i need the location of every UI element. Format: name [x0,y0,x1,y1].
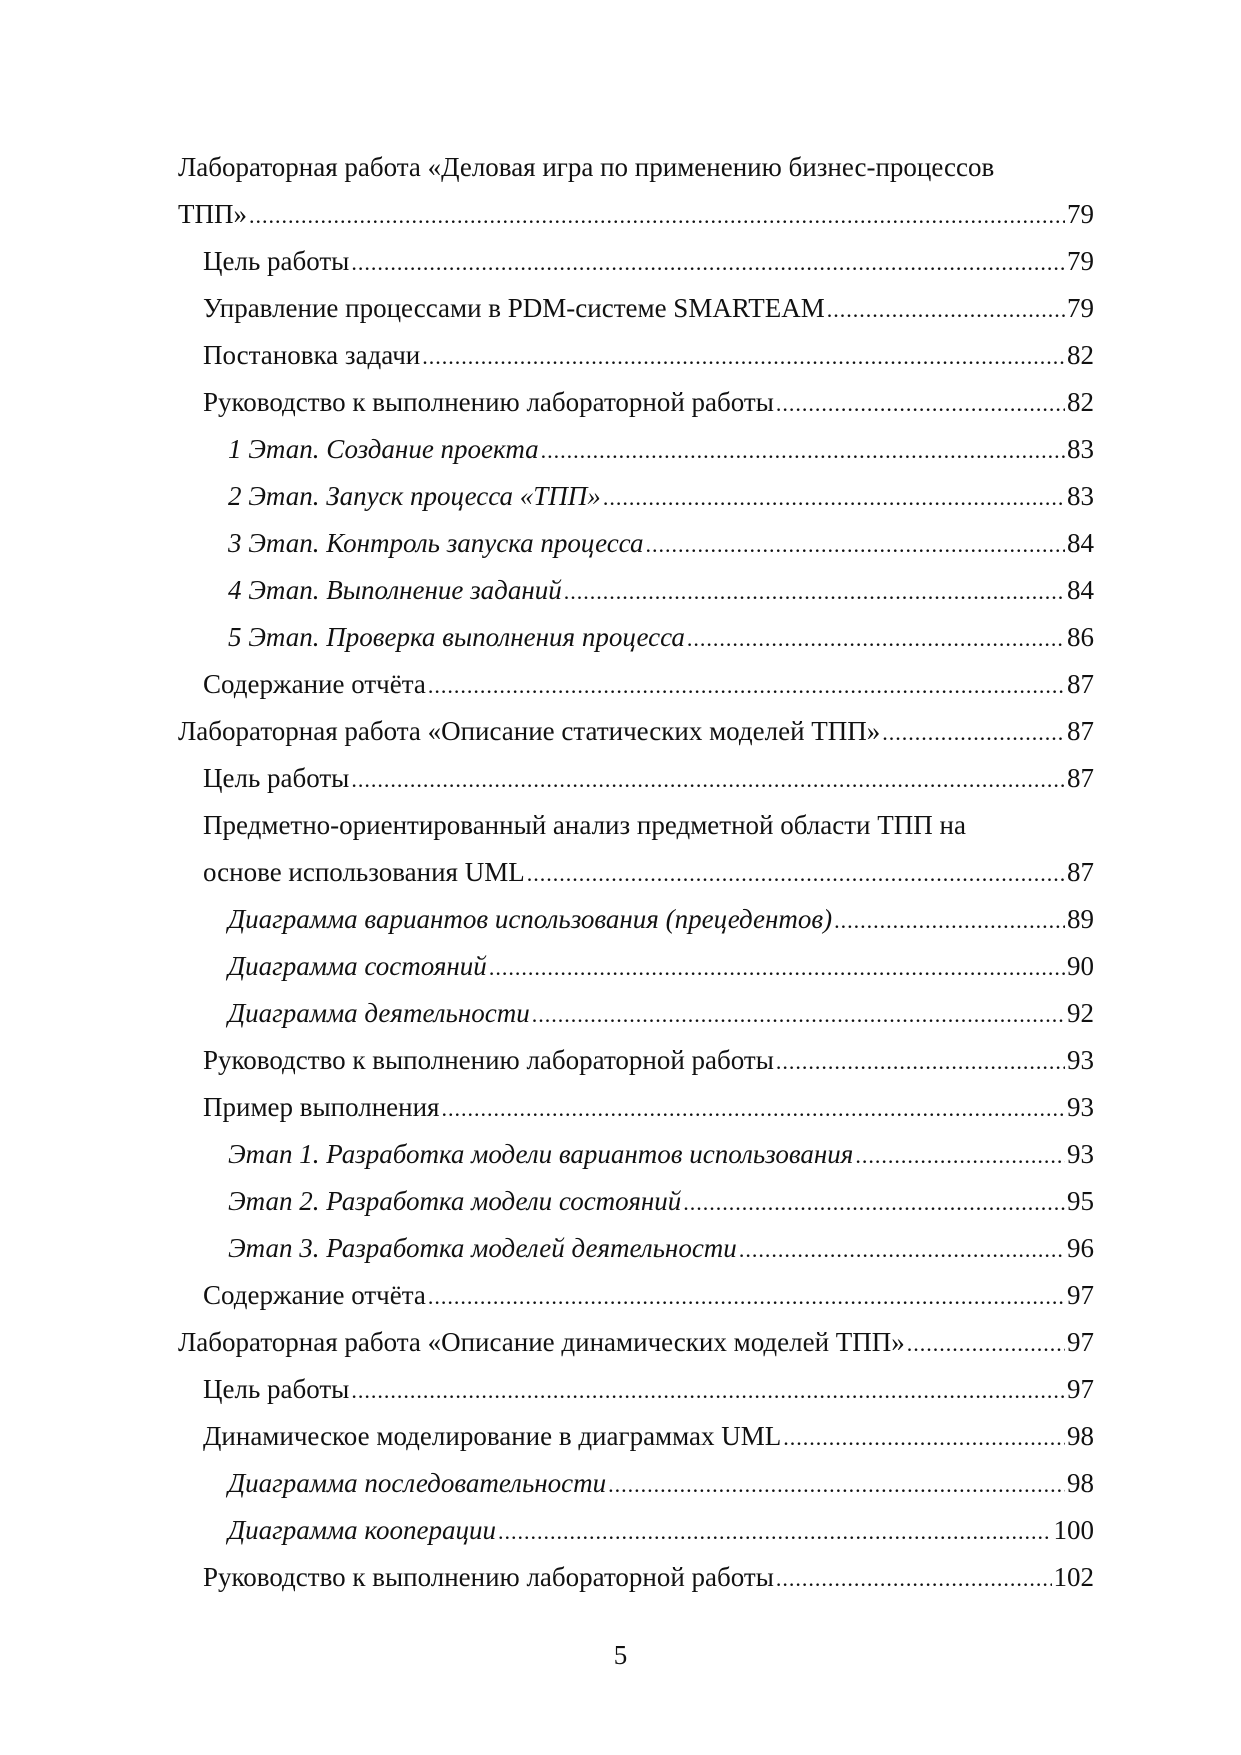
table-of-contents [178,144,1094,1601]
toc-entry-page: 96 [1067,1233,1094,1263]
toc-entry-title: Содержание отчёта [203,1280,426,1310]
toc-entry-page: 98 [1067,1421,1094,1451]
toc-entry[interactable] [178,1272,1094,1319]
toc-entry-page: 87 [1067,669,1094,699]
toc-entry[interactable] [178,1460,1094,1507]
toc-entry-title: 2 Этап. Запуск процесса «ТПП» [228,481,601,511]
toc-entry-page: 87 [1067,857,1094,887]
toc-entry-page: 95 [1067,1186,1094,1216]
toc-entry-page: 87 [1067,716,1094,746]
toc-leader-dots [855,1132,1065,1179]
toc-entry[interactable] [178,567,1094,614]
toc-leader-dots [907,1320,1065,1367]
toc-entry-title: Лабораторная работа «Описание статических моделей ТПП» [178,716,881,746]
toc-entry[interactable] [178,708,1094,755]
toc-entry-title: Цель работы [203,246,350,276]
toc-entry[interactable] [178,1131,1094,1178]
toc-entry-page: 93 [1067,1045,1094,1075]
toc-leader-dots [827,286,1065,333]
toc-leader-dots [428,662,1065,709]
toc-entry[interactable] [178,661,1094,708]
toc-entry[interactable] [178,144,1094,191]
toc-entry-title: Цель работы [203,1374,350,1404]
toc-entry-page: 92 [1067,998,1094,1028]
toc-entry[interactable] [178,1507,1094,1554]
toc-entry[interactable] [178,896,1094,943]
toc-leader-dots [776,1038,1065,1085]
toc-leader-dots [783,1414,1065,1461]
toc-entry[interactable] [178,332,1094,379]
toc-entry-title: Диаграмма кооперации [228,1515,497,1545]
toc-entry-title: Диаграмма состояний [228,951,487,981]
toc-entry-title: ТПП» [178,199,247,229]
toc-entry-page: 82 [1067,387,1094,417]
toc-entry-title: Динамическое моделирование в диаграммах UML [203,1421,782,1451]
toc-entry[interactable] [178,614,1094,661]
toc-entry[interactable] [178,285,1094,332]
toc-leader-dots [351,1367,1065,1414]
toc-leader-dots [776,380,1065,427]
toc-entry[interactable] [178,426,1094,473]
toc-entry-title: основе использования UML [203,857,525,887]
toc-entry-page: 83 [1067,434,1094,464]
toc-entry[interactable] [178,802,1094,849]
toc-entry-title: 1 Этап. Создание проекта [228,434,539,464]
toc-entry-title: Диаграмма деятельности [228,998,530,1028]
toc-leader-dots [498,1508,1051,1555]
toc-entry[interactable] [178,1037,1094,1084]
toc-entry-page: 93 [1067,1139,1094,1169]
toc-leader-dots [489,944,1065,991]
toc-leader-dots [249,192,1065,239]
toc-entry-page: 89 [1067,904,1094,934]
toc-leader-dots [739,1226,1065,1273]
toc-entry-page: 83 [1067,481,1094,511]
toc-leader-dots [603,474,1065,521]
toc-leader-dots [834,897,1065,944]
toc-entry[interactable] [178,520,1094,567]
toc-entry-page: 79 [1067,293,1094,323]
toc-leader-dots [422,333,1065,380]
toc-entry-title: Руководство к выполнению лабораторной работы [203,1562,774,1592]
toc-entry-title: Лабораторная работа «Описание динамических моделей ТПП» [178,1327,905,1357]
toc-leader-dots [776,1555,1052,1602]
toc-entry-title: Предметно-ориентированный анализ предметной области ТПП на [203,810,966,840]
page-number: 5 [613,1640,628,1670]
toc-entry-title: Руководство к выполнению лабораторной работы [203,1045,774,1075]
toc-leader-dots [527,850,1065,897]
toc-entry[interactable] [178,1413,1094,1460]
toc-entry-title: 4 Этап. Выполнение заданий [228,575,562,605]
toc-entry-title: Управление процессами в PDM-системе SMARTEAM [203,293,825,323]
toc-entry[interactable] [178,238,1094,285]
toc-entry[interactable] [178,191,1094,238]
toc-entry-title: Диаграмма вариантов использования (прецедентов) [228,904,833,934]
toc-entry-page: 79 [1067,199,1094,229]
toc-entry-title: 5 Этап. Проверка выполнения процесса [228,622,685,652]
toc-entry-page: 84 [1067,528,1094,558]
toc-entry-page: 102 [1053,1562,1094,1592]
toc-leader-dots [683,1179,1065,1226]
toc-entry-title: Пример выполнения [203,1092,440,1122]
toc-entry-page: 86 [1067,622,1094,652]
toc-entry[interactable] [178,1178,1094,1225]
toc-leader-dots [645,521,1065,568]
toc-entry-page: 87 [1067,763,1094,793]
toc-entry-title: Этап 3. Разработка моделей деятельности [228,1233,737,1263]
toc-entry[interactable] [178,1084,1094,1131]
toc-leader-dots [882,709,1065,756]
toc-entry[interactable] [178,849,1094,896]
toc-entry[interactable] [178,1554,1094,1601]
toc-entry[interactable] [178,990,1094,1037]
toc-entry[interactable] [178,1319,1094,1366]
toc-entry-title: Этап 1. Разработка модели вариантов использования [228,1139,854,1169]
toc-leader-dots [351,756,1065,803]
toc-entry[interactable] [178,943,1094,990]
toc-entry-title: Руководство к выполнению лабораторной работы [203,387,774,417]
toc-entry-page: 97 [1067,1327,1094,1357]
toc-entry-page: 84 [1067,575,1094,605]
toc-entry-title: Диаграмма последовательности [228,1468,607,1498]
toc-leader-dots [428,1273,1065,1320]
toc-entry-page: 90 [1067,951,1094,981]
toc-leader-dots [608,1461,1065,1508]
toc-entry[interactable] [178,1366,1094,1413]
toc-entry[interactable] [178,473,1094,520]
toc-entry-title: Цель работы [203,763,350,793]
toc-leader-dots [441,1085,1065,1132]
toc-entry-title: Постановка задачи [203,340,421,370]
toc-entry-page: 98 [1067,1468,1094,1498]
toc-entry-title: Содержание отчёта [203,669,426,699]
toc-entry-page: 82 [1067,340,1094,370]
toc-entry[interactable] [178,755,1094,802]
toc-entry-page: 100 [1053,1515,1094,1545]
toc-entry-page: 93 [1067,1092,1094,1122]
toc-entry-title: Лабораторная работа «Деловая игра по применению бизнес-процессов [178,152,995,182]
toc-entry[interactable] [178,1225,1094,1272]
toc-leader-dots [564,568,1065,615]
toc-leader-dots [351,239,1065,286]
toc-entry-title: Этап 2. Разработка модели состояний [228,1186,682,1216]
toc-leader-dots [532,991,1065,1038]
toc-leader-dots [687,615,1065,662]
toc-entry-title: 3 Этап. Контроль запуска процесса [228,528,644,558]
toc-entry-page: 97 [1067,1374,1094,1404]
toc-entry-page: 97 [1067,1280,1094,1310]
toc-leader-dots [541,427,1065,474]
toc-entry[interactable] [178,379,1094,426]
toc-entry-page: 79 [1067,246,1094,276]
